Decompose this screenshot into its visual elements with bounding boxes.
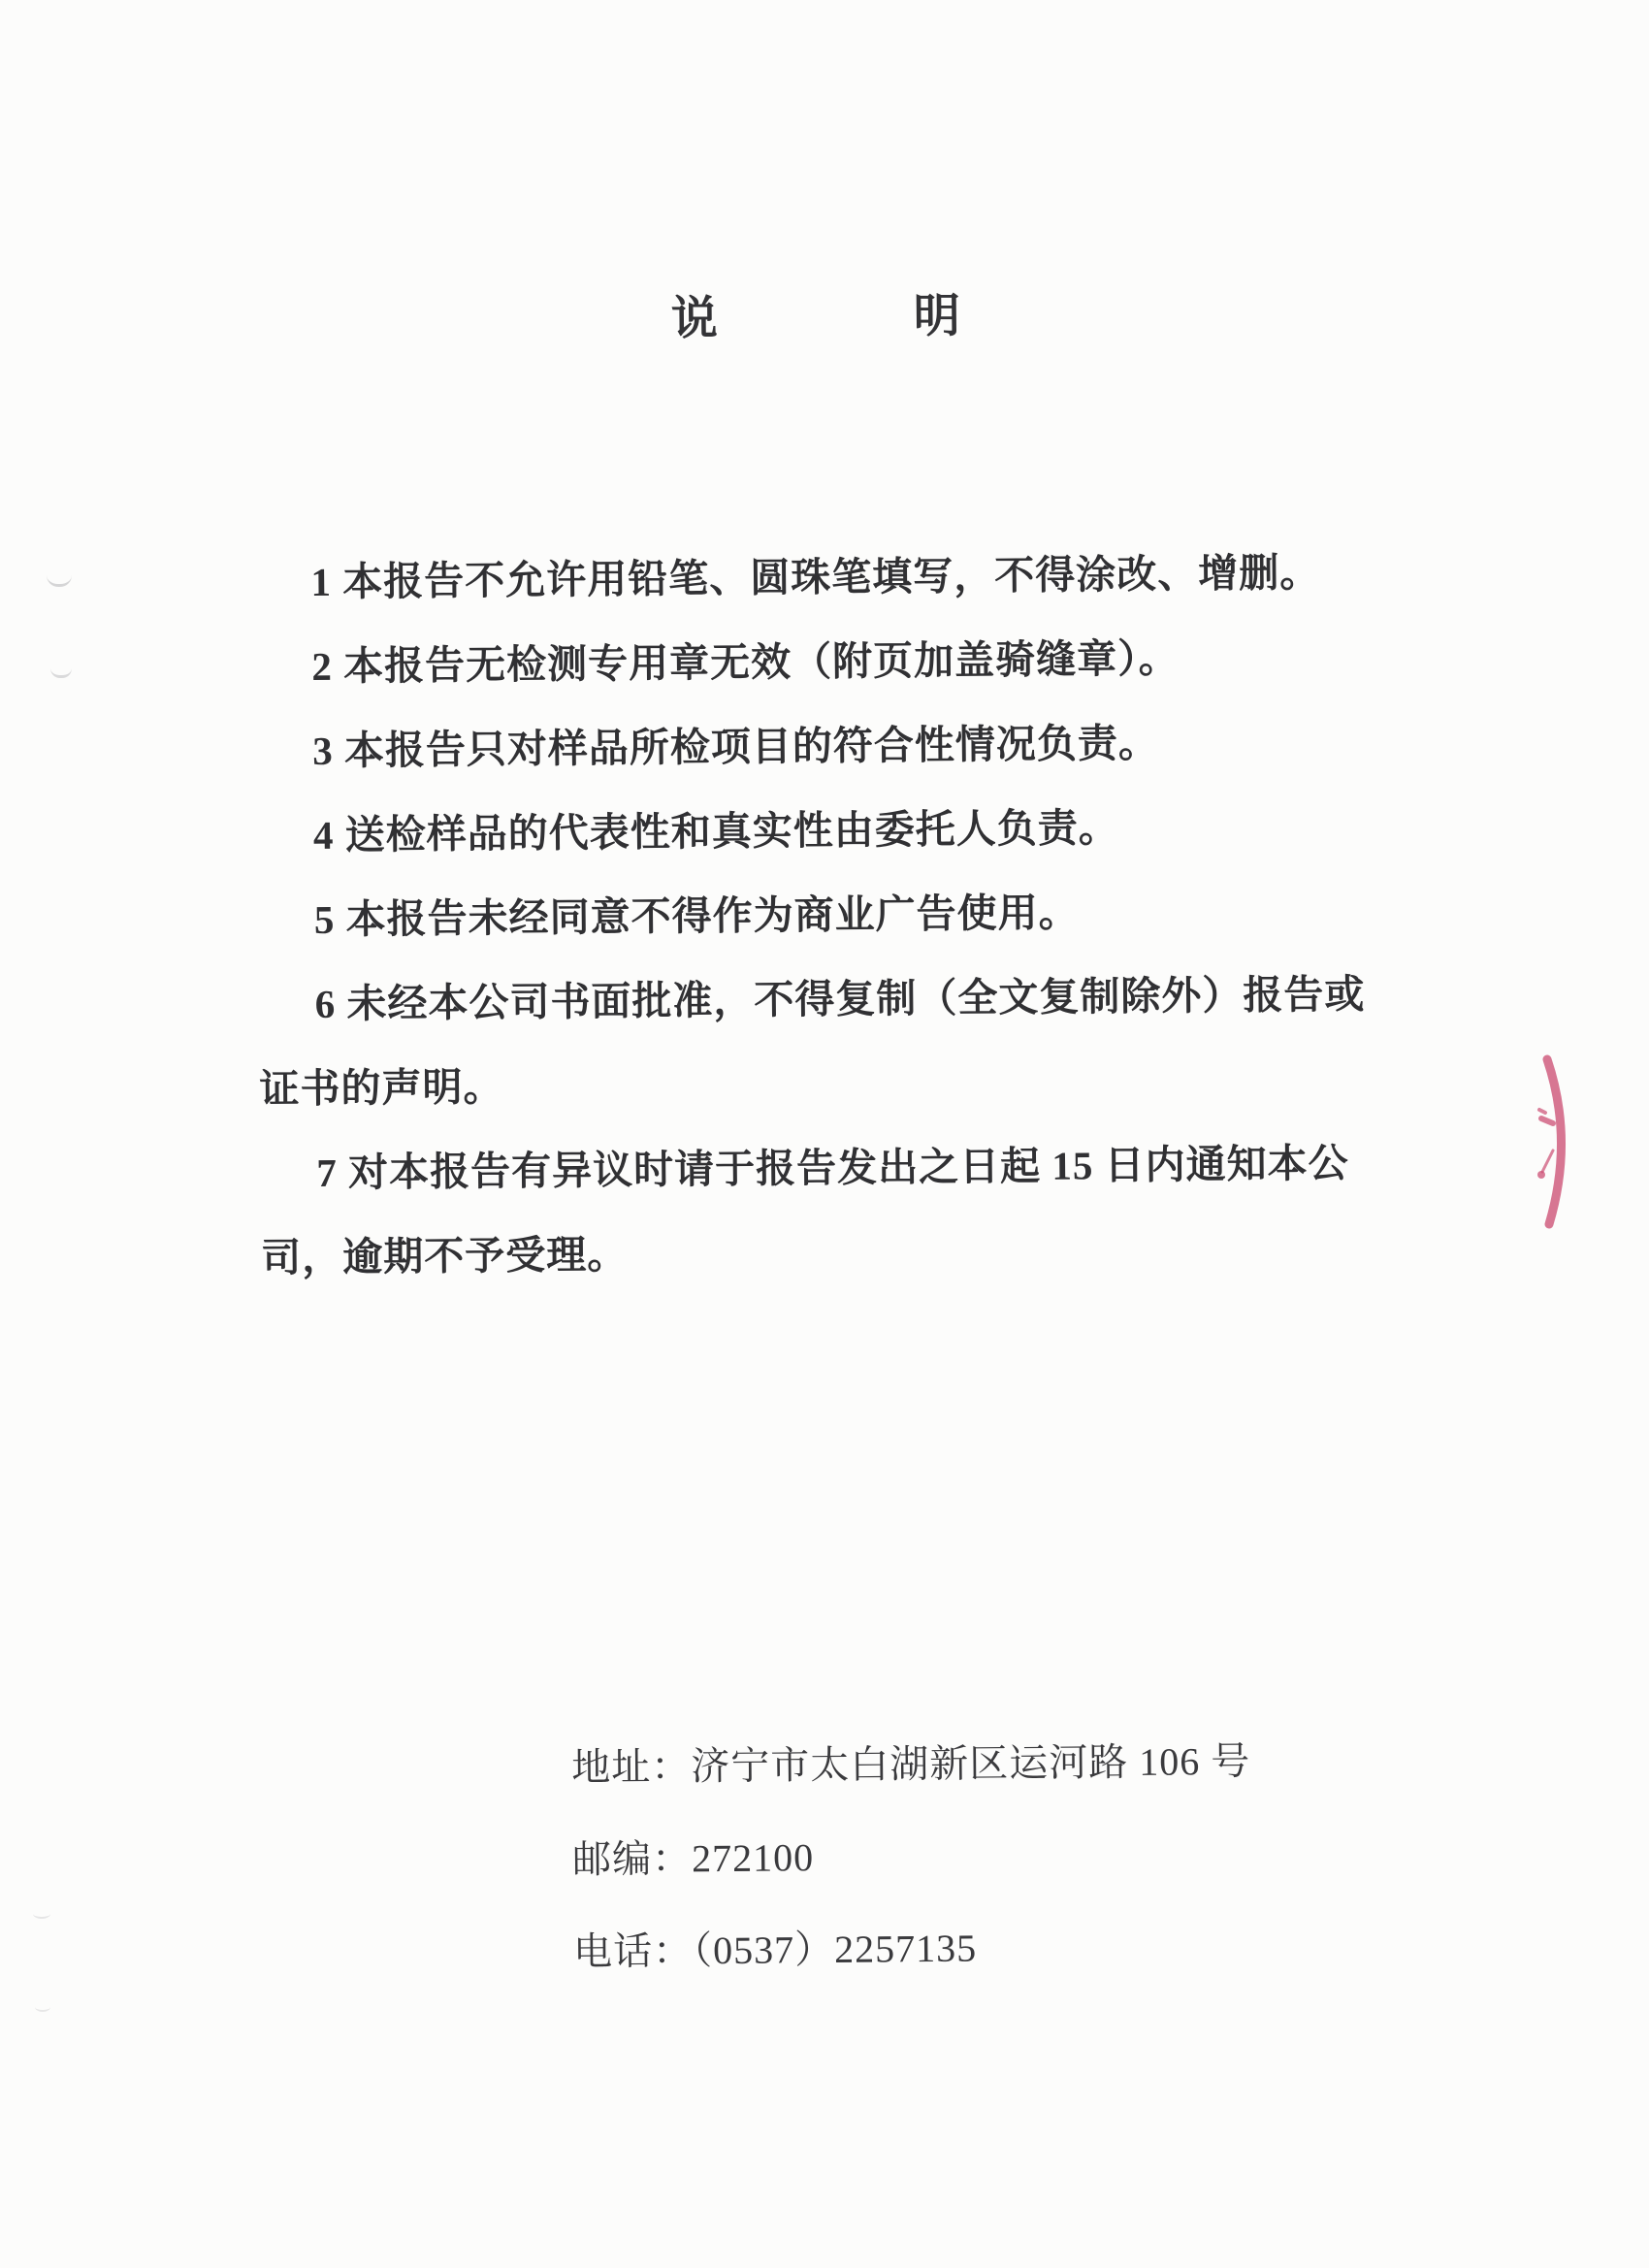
page-title: 说 明 [670, 290, 963, 345]
seal-fragment-mark [1541, 1118, 1553, 1123]
notice-item-2: 2 本报告无检测专用章无效（附页加盖骑缝章）。 [311, 635, 1180, 690]
notice-item-5: 5 本报告未经同意不得作为商业广告使用。 [313, 890, 1080, 943]
seal-fragment-mark [1542, 1150, 1553, 1172]
contact-block [571, 1715, 1253, 1998]
seal-arc [1547, 1059, 1562, 1224]
postcode-line: 邮编：272100 [571, 1835, 815, 1882]
phone-line: 电话：（0537）2257135 [572, 1926, 978, 1974]
notice-list [254, 530, 1398, 1300]
red-seal-edge-stamp [1513, 1028, 1630, 1261]
notice-item-4: 4 送检样品的代表性和真实性由委托人负责。 [312, 805, 1119, 859]
notice-item-3: 3 本报告只对样品所检项目的符合性情况负责。 [311, 720, 1160, 774]
notice-item-6: 6 未经本公司书面批准，不得复制（全文复制除外）报告或证书的声明。 [259, 971, 1366, 1112]
notice-item-1: 1 本报告不允许用铅笔、圆珠笔填写，不得涂改、增删。 [310, 550, 1321, 605]
seal-fragment-dot [1537, 1171, 1545, 1179]
notice-item-7: 7 对本报告有异议时请于报告发出之日起 15 日内通知本公司，逾期不予受理。 [260, 1140, 1349, 1280]
address-line: 地址：济宁市太白湖新区运河路 106 号 [571, 1738, 1251, 1790]
seal-fragment-mark [1539, 1110, 1545, 1113]
